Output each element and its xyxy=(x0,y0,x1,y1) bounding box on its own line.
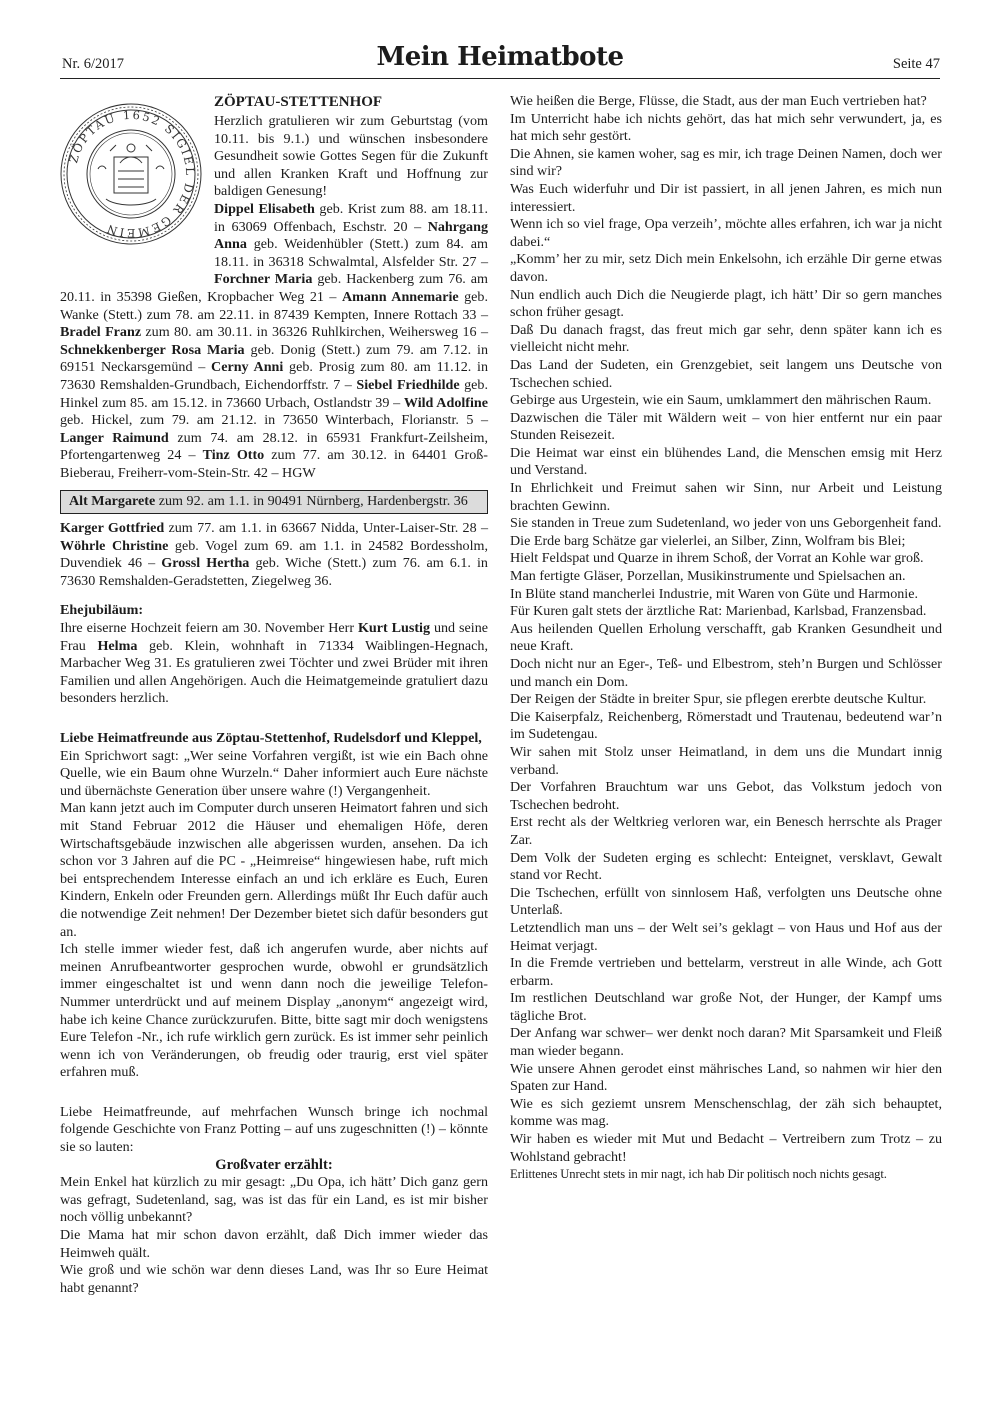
birthday-name: Cerny Anni xyxy=(211,359,284,376)
birthday-details: zum 77. am 30.12. in 64401 Groß-Bieberau, Freiherr-vom-Stein-Str. 42 – HGW xyxy=(60,447,488,481)
birthday-name: Dippel Elisabeth xyxy=(214,200,315,217)
birthday-details: geb. Prosig zum 80. am 11.12. in 73630 Remshalden-Grundbach, Eichendorffstr. 7 – xyxy=(60,359,489,393)
poem-line: Die Heimat war einst ein blühendes Land, die Menschen emsig mit Herz und Verstand. xyxy=(510,444,942,479)
poem-line: Sie standen in Treue zum Sudetenland, wo jeder von uns Geborgenheit fand. xyxy=(510,515,942,532)
masthead-title: Mein Heimatbote xyxy=(376,42,624,72)
birthday-name: Schnekkenberger Rosa Maria xyxy=(60,341,245,358)
letter-paragraph: Man kann jetzt auch im Computer durch unseren Heimatort fahren und sich mit Stand Februar 2012 die Häuser und ehemaligen Höfe, deren Wirtschaftsgebäude inzwischen alle abgerissen wurden, ansehen. Da ich schon vor 3 Jahren auf die PC - „Heimreise“ hingewiesen habe, ruft mich bei entsprechendem Interesse einfach an und ich erkläre es Euch, Euren Kindern, Enkeln oder Freunden gern. Allerdings müßt Ihr Euch dafür auch die notwendige Zeit nehmen! Der Dezember bietet sich dafür besonders gut an. xyxy=(60,800,488,940)
birthday-name: Nahrgang Anna xyxy=(214,218,488,253)
birthday-name: Karger Gottfried xyxy=(60,520,165,537)
birthday-details: geb. Vogel zum 69. am 1.1. in 24582 Bordessholm, Duvendiek 46 – xyxy=(60,537,488,572)
poem-line: Doch nicht nur an Eger-, Teß- und Elbestrom, steh’n Burgen und Schlösser und manch ein Dom. xyxy=(510,656,942,690)
poem-line: Der Anfang war schwer– wer denkt noch daran? Mit Sparsamkeit und Fleiß man wieder begann. xyxy=(510,1025,942,1060)
poem-line: „Komm’ her zu mir, setz Dich mein Enkelsohn, ich erzähle Dir gerne etwas davon. xyxy=(510,251,942,285)
poem-line: Im Unterricht habe ich nichts gehört, das hat mich sehr verwundert, ja, es hat mich sehr gestört. xyxy=(510,110,942,145)
poem-line: Die Tschechen, erfüllt von sinnlosem Haß, verfolgten uns Deutsche ohne Unterlaß. xyxy=(510,884,942,919)
birthday-details: geb. Wanke (Stett.) zum 78. am 22.11. in 87439 Kempten, Innere Rottach 33 – xyxy=(60,288,488,323)
anniversary-name: Kurt Lustig xyxy=(357,620,431,637)
issue-number: Nr. 6/2017 xyxy=(62,56,125,72)
birthday-name: Grossl Hertha xyxy=(161,555,250,572)
birthday-name: Wöhrle Christine xyxy=(60,537,169,554)
anniversary-text: Ihre eiserne Hochzeit feiern am 30. November Herr xyxy=(60,620,358,637)
poem-line: In Blüte stand mancherlei Industrie, mit Waren von Güte und Harmonie. xyxy=(510,585,919,602)
birthday-name: Langer Raimund xyxy=(60,429,169,446)
poem-line: Der Reigen der Städte in breiter Spur, sie pflegen ererbte deutsche Kultur. xyxy=(510,691,927,708)
poem-line: Aus heilenden Quellen Erholung verschafft, gab Kranken Gesundheit und neue Kraft. xyxy=(510,620,942,655)
birthday-details: zum 80. am 30.11. in 36326 Ruhlkirchen, Weihersweg 16 – xyxy=(141,324,488,341)
intro-paragraph: Herzlich gratulieren wir zum Geburtstag (vom 10.11. bis 9.1.) und wünschen insbesondere Gesundheit sowie Gottes Segen für die Zukunft und allen Kranken Kraft und Hoffnung zur baldigen Genesung! xyxy=(214,113,488,200)
poem-line: Wie es sich geziemt unsrem Menschenschlag, der zäh sich behauptet, komme was mag. xyxy=(510,1095,942,1130)
story-intro: Liebe Heimatfreunde, auf mehrfachen Wunsch bringe ich nochmal folgende Geschichte von Franz Potting – auf uns zugeschnitten (!) – könnte sie so lauten: xyxy=(60,1103,488,1156)
poem-line: Dazwischen die Täler mit Wäldern weit – von hier entfernt nur ein paar Stunden Reisezeit. xyxy=(510,409,942,444)
poem-line: Wir haben es wieder mit Mut und Bedacht – Vertreibern zum Trotz – zu Wohlstand gebracht! xyxy=(510,1131,942,1165)
birthday-details: geb. Wiche (Stett.) zum 76. am 6.1. in 73630 Remshalden-Geradstetten, Ziegelweg 36. xyxy=(60,555,488,589)
birthday-name: Siebel Friedhilde xyxy=(356,376,460,393)
birthday-details: geb. Hackenberg zum 76. am 20.11. in 35398 Gießen, Kropbacher Weg 21 – xyxy=(60,271,489,305)
birthday-name: Wild Adolfine xyxy=(403,394,488,411)
birthday-details: geb. Hinkel zum 85. am 15.12. in 73660 Urbach, Ostlandstr 39 – xyxy=(60,376,488,411)
poem-line: In die Fremde vertrieben und bettelarm, verstreut in alle Winde, ach Gott erbarm. xyxy=(510,955,942,989)
poem-line: Wie unsere Ahnen gerodet einst mährisches Land, so nahmen wir hier den Spaten zur Hand. xyxy=(510,1060,942,1095)
poem-line: Die Kaiserpfalz, Reichenberg, Römerstadt und Trautenau, bedeutend war’n im Sudetengau. xyxy=(510,708,942,743)
story-title: Großvater erzählt: xyxy=(215,1156,333,1173)
page-number: Seite 47 xyxy=(892,56,940,72)
letter-paragraph: Ich stelle immer wieder fest, daß ich angerufen wurde, aber nichts auf meinen Anrufbeantworter gesprochen wurde, obwohl er grundsätzlich immer eingeschaltet ist und wenn dann noch die jeweilige Telefon-Nummer unterdrückt und auf meinem Display „anonym“ angezeigt wird, habe ich keine Chance zurückzurufen. Bitte, bitte sagt mir doch wenigstens Eure Telefon -Nr., ich rufe wirklich gern zurück. Es ist immer sehr peinlich wenn ich von Veränderungen, ob freudig oder traurig, erst viel später erfahren muß. xyxy=(60,941,488,1081)
birthday-details: zum 74. am 28.12. in 65931 Frankfurt-Zeilsheim, Pfortengartenweg 24 – xyxy=(60,429,488,464)
poem-line: Der Vorfahren Brauchtum war uns Gebot, das Volkstum jedoch von Tschechen bedroht. xyxy=(510,779,942,813)
poem-line: Nun endlich auch Dich die Neugierde plagt, ich hätt’ Dir so gern manches schon früher gesagt. xyxy=(510,286,942,321)
story-line: Die Mama hat mir schon davon erzählt, daß Dich immer wieder das Heimweh quält. xyxy=(60,1227,488,1261)
birthday-name: Amann Annemarie xyxy=(341,288,459,305)
letter-paragraph: Ein Sprichwort sagt: „Wer seine Vorfahren vergißt, ist wie ein Bach ohne Quelle, wie ein Baum ohne Wurzeln.“ Daher informiert auch Eure nächste und übernächste Generation über unsere wahre (!) Vergangenheit. xyxy=(60,747,488,799)
highlight-details: zum 92. am 1.1. in 90491 Nürnberg, Hardenbergstr. 36 xyxy=(155,493,468,510)
poem-line: Hielt Feldspat und Quarze in ihrem Schoß, der Vorrat an Kohle war groß. xyxy=(510,550,924,567)
anniversary-text: und seine Frau xyxy=(60,620,489,654)
poem-line: Letztendlich man uns – der Welt sei’s geklagt – von Haus und Hof aus der Heimat verjagt. xyxy=(510,919,942,954)
poem-line: Daß Du danach fragst, das freut mich gar sehr, denn später kann ich es vielleicht nicht mehr. xyxy=(510,321,942,356)
birthday-details: zum 77. am 1.1. in 63667 Nidda, Unter-Laiser-Str. 28 – xyxy=(164,520,488,537)
anniversary-name: Helma xyxy=(97,637,138,654)
letter-heading: Liebe Heimatfreunde aus Zöptau-Stettenhof, Rudelsdorf und Kleppel, xyxy=(60,730,482,746)
birthday-details: geb. Krist zum 88. am 18.11. in 63069 Offenbach, Eschstr. 20 – xyxy=(214,200,488,235)
highlight-name: Alt Margarete xyxy=(69,493,156,510)
right-column xyxy=(510,93,942,1184)
poem-line: In Ehrlichkeit und Freimut sahen wir Sinn, nur Arbeit und Leistung brachten Gewinn. xyxy=(510,480,942,514)
birthday-details: geb. Hickel, zum 79. am 21.12. in 73650 Winterbach, Florianstr. 5 – xyxy=(60,412,488,429)
birthday-list-2 xyxy=(60,520,488,590)
birthday-name: Bradel Franz xyxy=(60,324,142,341)
municipal-seal-icon xyxy=(58,99,204,249)
poem-line: Im restlichen Deutschland war große Not, der Hunger, der Kampf ums tägliche Brot. xyxy=(510,990,942,1024)
story-line: Wie groß und wie schön war denn dieses Land, was Ihr so Eure Heimat habt genannt? xyxy=(60,1262,488,1296)
poem-line: Die Erde barg Schätze gar vielerlei, an Silber, Zinn, Wolfram bis Blei; xyxy=(510,532,906,549)
seal-block xyxy=(58,93,206,273)
poem-line: Gebirge aus Urgestein, wie ein Saum, umklammert den mährischen Raum. xyxy=(510,392,932,409)
svg-text:ZÖPTAU 1652 SIGIEL DER GEMEIN: ZÖPTAU 1652 SIGIEL DER GEMEIN xyxy=(66,107,198,241)
header-rule xyxy=(60,78,940,79)
poem-line: Wie heißen die Berge, Flüsse, die Stadt, aus der man Euch vertrieben hat? xyxy=(510,93,927,109)
poem-line: Was Euch widerfuhr und Dir ist passiert, in all jenen Jahren, es mich nun interessiert. xyxy=(510,180,942,215)
anniversary-paragraph xyxy=(60,620,488,708)
poem-line: Die Ahnen, sie kamen woher, sag es mir, ich trage Deinen Namen, doch wer sind wir? xyxy=(510,145,942,180)
birthday-details: geb. Donig (Stett.) zum 79. am 7.12. in 69151 Neckarsgemünd – xyxy=(60,341,489,376)
poem-line: Wir sahen mit Stolz unser Heimatland, in dem uns die Mundart innig verband. xyxy=(510,743,942,778)
poem-last-line: Erlittenes Unrecht stets in mir nagt, ich hab Dir politisch noch nichts gesagt. xyxy=(510,1167,887,1182)
poem-line: Man fertigte Gläser, Porzellan, Musikinstrumente und Spielsachen an. xyxy=(510,568,906,585)
poem-line: Das Land der Sudeten, ein Grenzgebiet, seit langem uns Deutsche von Tschechen schied. xyxy=(510,356,942,391)
anniversary-heading: Ehejubiläum: xyxy=(60,602,144,619)
anniversary-text: geb. Klein, wohnhaft in 71334 Waiblingen-Hegnach, Marbacher Weg 31. Es gratulieren zwei Töchter und zwei Brüder mit ihren Familien und allen Angehörigen. Auch die Heimatgemeinde gratuliert dazu besonders herzlich. xyxy=(60,637,488,707)
poem-line: Dem Volk der Sudeten erging es schlecht: Enteignet, versklavt, Gewalt stand vor Recht. xyxy=(510,849,942,884)
poem-line: Erst recht als der Weltkrieg verloren war, ein Benesch herrschte als Prager Zar. xyxy=(510,814,942,848)
poem-line: Für Kuren galt stets der ärztliche Rat: Marienbad, Karlsbad, Franzensbad. xyxy=(510,603,927,620)
story-line: Mein Enkel hat kürzlich zu mir gesagt: „Du Opa, ich hätt’ Dich ganz gern was gefragt, Sudetenland, sag, was ist das für ein Land, es ist mir bisher noch völlig unbekannt? xyxy=(60,1174,488,1226)
highlight-birthday-box xyxy=(60,490,488,514)
poem-line: Wenn ich so viel frage, Opa verzeih’, möchte alles erfahren, ich war ja nicht dabei.“ xyxy=(510,216,942,250)
birthday-name: Forchner Maria xyxy=(214,271,313,288)
birthday-name: Tinz Otto xyxy=(202,447,265,464)
left-column xyxy=(60,93,488,1297)
birthday-details: geb. Weidenhübler (Stett.) zum 84. am 18.11. in 36318 Schwalmtal, Alsfelder Str. 27 – xyxy=(214,236,488,270)
section-title-zoeptau: ZÖPTAU-STETTENHOF xyxy=(214,94,383,110)
